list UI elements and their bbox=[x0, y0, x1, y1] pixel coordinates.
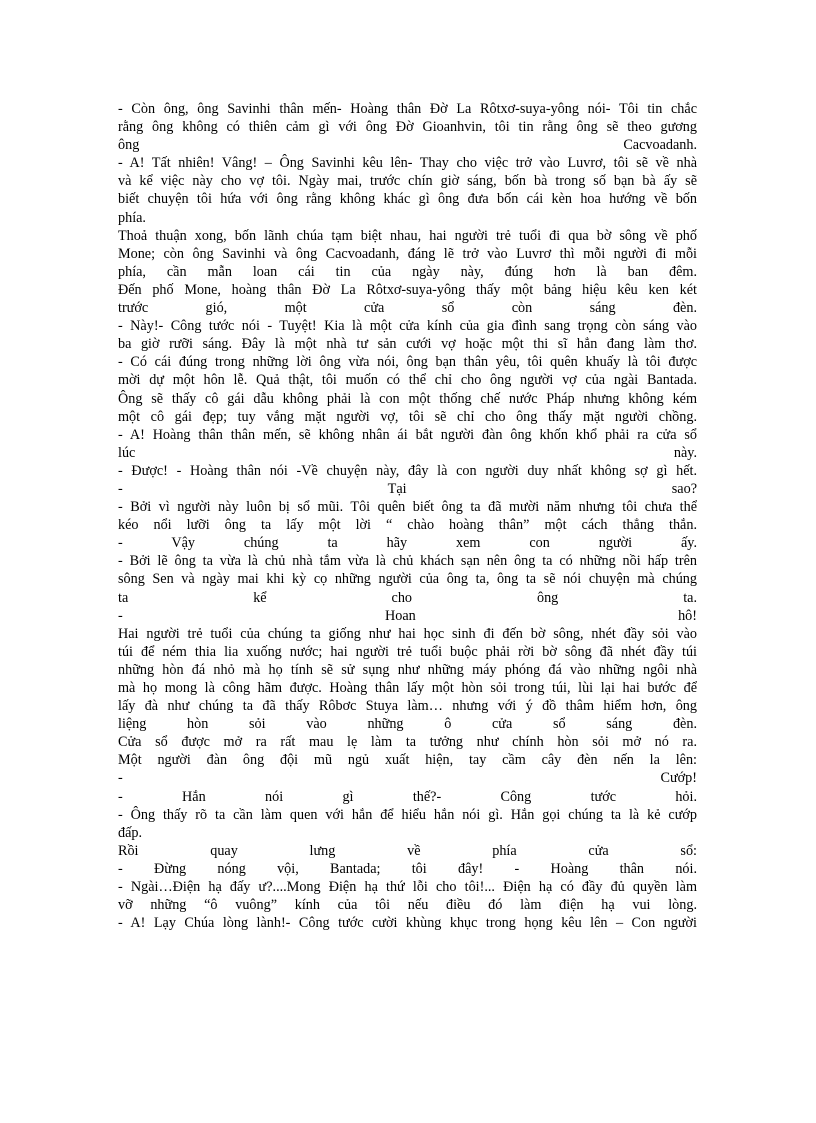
text-line: - Hoan hô! bbox=[118, 607, 697, 624]
text-line: Rồi quay lưng về phía cửa sổ: bbox=[118, 842, 697, 859]
text-line: Một người đàn ông đội mũ ngủ xuất hiện, tay cầm cây đèn nến la lên: bbox=[118, 752, 697, 769]
text-line: - Ngài…Điện hạ đấy ư?....Mong Điện hạ thứ lỗi cho tôi!... Điện hạ có đầy đủ quyền làm bbox=[118, 879, 697, 896]
document-page bbox=[118, 100, 697, 932]
text-line: Mone; còn ông Savinhi và ông Cacvoadanh, đáng lẽ trở vào Luvrơ thì mỗi người đi mỗi bbox=[118, 245, 697, 262]
text-line: túi để ném thia lia xuống nước; hai người trẻ tuổi buộc phải rời bờ sông đã nhét đầy túi bbox=[118, 643, 697, 660]
text-line: - Bởi lẽ ông ta vừa là chủ nhà tắm vừa là chủ khách sạn nên ông ta có những nồi hấp trên bbox=[118, 553, 697, 570]
text-line: ta kể cho ông ta. bbox=[118, 589, 697, 606]
text-line: đấp. bbox=[118, 824, 143, 841]
text-line: mời dự một hôn lễ. Quả thật, tôi muốn có thể chỉ cho ông người vợ của ngài Bantada. bbox=[118, 372, 697, 389]
text-line: - A! Lạy Chúa lòng lành!- Công tước cười khùng khục trong họng kêu lên – Con người bbox=[118, 915, 697, 932]
text-line: biết chuyện tôi hứa với ông rằng không khác gì ông đưa bốn cái kèn hoa hướng về bốn bbox=[118, 191, 697, 208]
text-line: mà họ mong là công hãm được. Hoàng thân lấy một hòn sỏi trong túi, lùi lại hai bước để bbox=[118, 680, 697, 696]
text-line: - Này!- Công tước nói - Tuyệt! Kia là một cửa kính của gia đình sang trọng còn sáng vào bbox=[118, 318, 697, 335]
text-line: trước gió, một cửa sổ còn sáng đèn. bbox=[118, 300, 697, 317]
text-line: - A! Tất nhiên! Vâng! – Ông Savinhi kêu lên- Thay cho việc trở vào Luvrơ, tôi sẽ về nhà bbox=[118, 155, 697, 172]
text-line: phía, cần mẫn loan cái tin của ngày này, đúng hơn là ban đêm. bbox=[118, 263, 697, 280]
text-line: liệng hòn sỏi vào những ô cửa sổ sáng đèn. bbox=[118, 716, 697, 733]
text-line: Ông sẽ thấy cô gái dẫu không phải là con một thống chế nước Pháp nhưng không kém bbox=[118, 390, 697, 407]
text-line: những hòn đá nhỏ mà họ tính sẽ sử sụng như những máy phóng đá vào những ngôi nhà bbox=[118, 661, 697, 678]
text-line: Thoả thuận xong, bốn lãnh chúa tạm biệt nhau, hai người trẻ tuổi đi qua bờ sông về phố bbox=[118, 227, 697, 244]
text-line: - Cướp! bbox=[118, 770, 697, 787]
text-line: lúc này. bbox=[118, 444, 697, 461]
text-line: - A! Hoàng thân thân mến, sẽ không nhân ái bắt người đàn ông khốn khổ phải ra cửa sổ bbox=[118, 426, 697, 443]
text-line: Hai người trẻ tuổi của chúng ta giống như hai học sinh đi đến bờ sông, nhét đầy sỏi vào bbox=[118, 625, 697, 642]
text-line: lấy đà như chúng ta đã thấy Rôbơc Stuya làm… nhưng với ý đồ thâm hiểm hơn, ông bbox=[118, 698, 697, 715]
text-line: Đến phố Mone, hoàng thân Đờ La Rôtxơ-suya-yông thấy một bảng hiệu kêu ken két bbox=[118, 281, 697, 298]
text-line: - Đừng nóng vội, Bantada; tôi đây! - Hoàng thân nói. bbox=[118, 860, 697, 877]
text-line: - Có cái đúng trong những lời ông vừa nói, ông bạn thân yêu, tôi quên khuấy là tôi được bbox=[118, 354, 697, 371]
text-line: - Hắn nói gì thế?- Công tước hỏi. bbox=[118, 788, 697, 805]
text-line: - Được! - Hoàng thân nói -Về chuyện này, đây là con người duy nhất không sợ gì hết. bbox=[118, 462, 697, 479]
text-line: vỡ những “ô vuông” kính của tôi nếu điều đó làm điện hạ vui lòng. bbox=[118, 897, 697, 914]
text-line: rằng ông không có thiên cảm gì với ông Đờ Gioanhvin, tôi tin rằng ông sẽ theo gương bbox=[118, 119, 697, 136]
text-line: và kể việc này cho vợ tôi. Ngày mai, trước chín giờ sáng, bốn bà trong số bạn bà ấy sẽ bbox=[118, 173, 697, 190]
text-line: - Ông thấy rõ ta cần làm quen với hắn để hiểu hắn nói gì. Hắn gọi chúng ta là kẻ cướp bbox=[118, 806, 697, 823]
text-line: sông Sen và ngày mai khi kỳ cọ những người của ông ta, ông ta sẽ nói chuyện mà chúng bbox=[118, 571, 697, 588]
text-line: - Còn ông, ông Savinhi thân mến- Hoàng thân Đờ La Rôtxơ-suya-yông nói- Tôi tin chắc bbox=[118, 101, 697, 117]
text-line: - Vậy chúng ta hãy xem con người ấy. bbox=[118, 535, 697, 552]
text-line: kéo nổi lưỡi ông ta lấy một lời “ chào hoàng thân” một cách thẳng thắn. bbox=[118, 517, 697, 534]
text-line: - Bởi vì người này luôn bị sổ mũi. Tôi quên biết ông ta đã mười năm nhưng tôi chưa thể bbox=[118, 499, 697, 516]
text-line: ông Cacvoadanh. bbox=[118, 137, 697, 154]
text-line: phía. bbox=[118, 209, 146, 226]
text-line: một cô gái đẹp; tuy vắng mặt người vợ, tôi sẽ chỉ cho ông thấy mặt người chồng. bbox=[118, 408, 697, 425]
text-line: - Tại sao? bbox=[118, 480, 697, 497]
text-line: ba giờ rưỡi sáng. Đây là một nhà tư sản cưới vợ hoặc một thi sĩ hẳn đang làm thơ. bbox=[118, 336, 697, 353]
text-line: Cửa sổ được mở ra rất mau lẹ làm ta tưởng như chính hòn sỏi mở nó ra. bbox=[118, 734, 697, 751]
